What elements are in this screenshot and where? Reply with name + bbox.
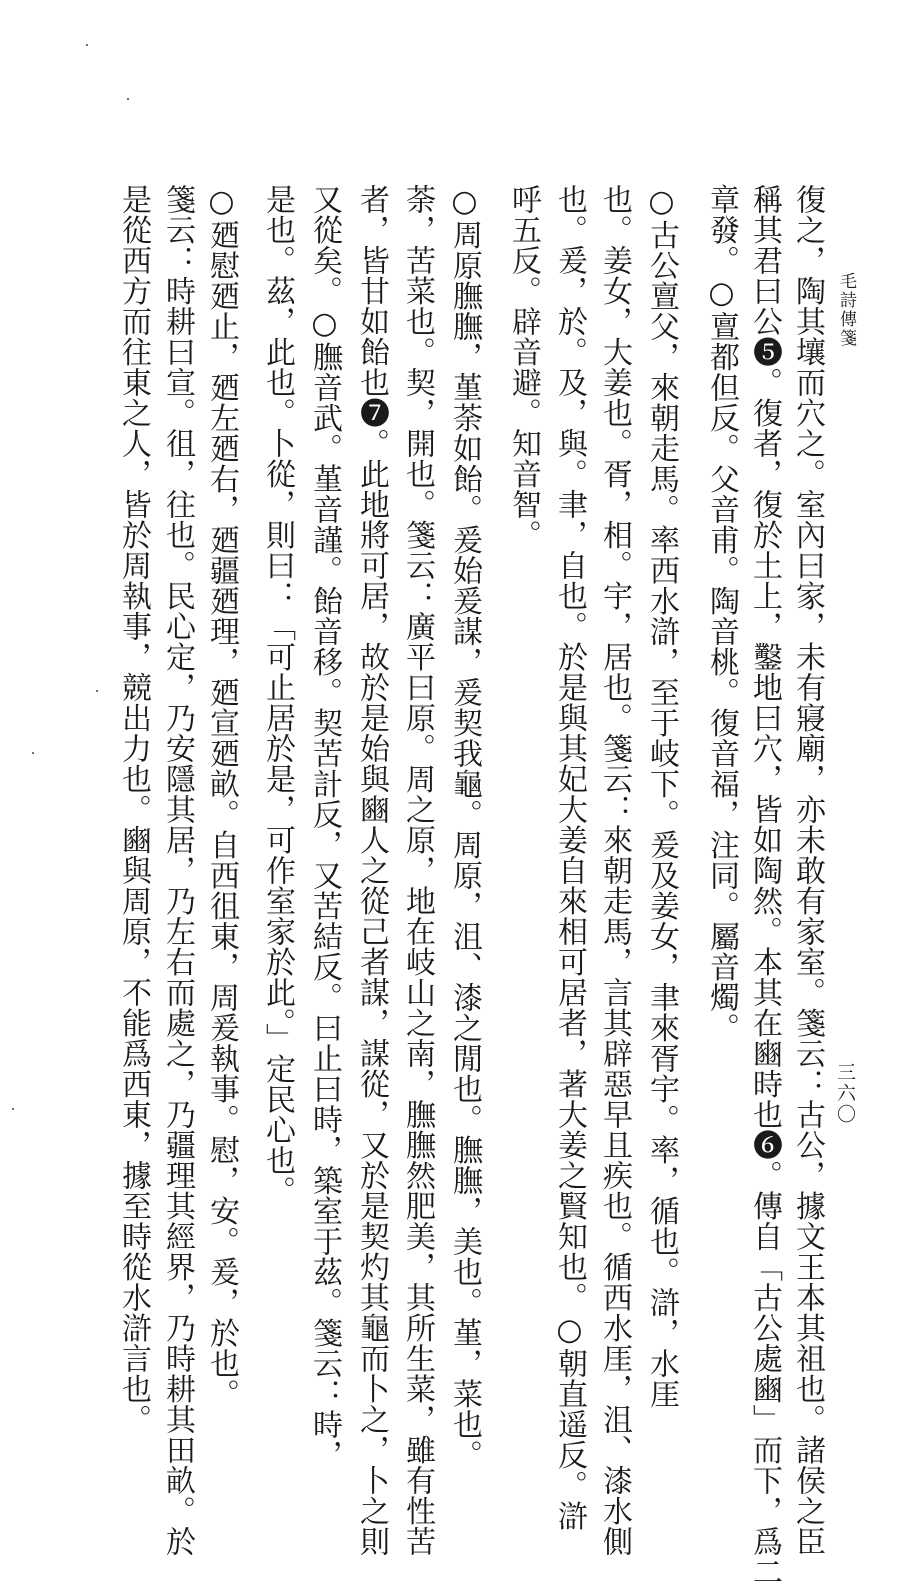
text-column: 呼五反。辟音避。知音智。 xyxy=(506,184,541,550)
text-column: 箋云：時耕曰宣。徂，往也。民心定，乃安隱其居，乃左右而處之，乃疆理其經界，乃時耕其田畝。於 xyxy=(160,184,195,1557)
text-column: 是也。茲，此也。卜從，則曰：「可止居於是，可作室家於此。」定民心也。 xyxy=(260,184,295,1206)
scan-speck xyxy=(86,44,88,46)
text-column: 又從矣。○膴音武。堇音謹。飴音移。契苦計反，又苦結反。曰止曰時，築室于茲。箋云：時， xyxy=(307,184,342,1470)
scan-speck xyxy=(127,98,129,100)
page-number: 三六〇 xyxy=(834,1062,856,1125)
text-column: 是從西方而往東之人，皆於周執事，競出力也。豳與周原，不能爲西東，據至時從水滸言也。 xyxy=(116,184,151,1435)
text-column: 荼，苦菜也。契，開也。箋云：廣平曰原。周之原，地在岐山之南，膴膴然肥美，其所生菜，雖有性苦 xyxy=(400,184,435,1557)
scan-speck xyxy=(12,1108,14,1110)
verse-column: ○廼慰廼止，廼左廼右，廼疆廼理，廼宣廼畝。自西徂東，周爰執事。慰，安。爰，於也。 xyxy=(204,184,239,1409)
text-column: 也。姜女，大姜也。胥，相。宇，居也。箋云：來朝走馬，言其辟惡早且疾也。循西水厓，沮、漆水側 xyxy=(597,184,632,1557)
running-title: 毛詩傳箋 xyxy=(836,272,856,348)
verse-column: ○周原膴膴，堇荼如飴。爰始爰謀，爰契我龜。周原，沮、漆之閒也。膴膴，美也。堇，菜也。 xyxy=(447,184,482,1470)
text-column: 稱其君曰公❺。復者，復於土上，鑿地曰穴，皆如陶然。本其在豳時也❻。傳自「古公處豳」而下，爲二 xyxy=(747,184,782,1587)
scan-speck xyxy=(96,690,98,692)
text-column: 章發。○亶都但反。父音甫。陶音桃。復音福，注同。屬音燭。 xyxy=(704,184,739,1043)
scan-speck xyxy=(32,752,34,754)
verse-column: ○古公亶父，來朝走馬。率西水滸，至于岐下。爰及姜女，聿來胥宇。率，循也。滸，水厓 xyxy=(644,184,679,1409)
text-column: 也。爰，於。及，與。聿，自也。於是與其妃大姜自來相可居者，著大姜之賢知也。○朝直遥反。滸 xyxy=(552,184,587,1531)
text-column: 者，皆甘如飴也❼。此地將可居，故於是始與豳人之從己者謀，謀從，又於是契灼其龜而卜之，卜之則 xyxy=(354,184,389,1557)
text-column: 復之，陶其壤而穴之。室內曰家，未有寢廟，亦未敢有家室。箋云：古公，據文王本其祖也。諸侯之臣 xyxy=(790,184,825,1557)
